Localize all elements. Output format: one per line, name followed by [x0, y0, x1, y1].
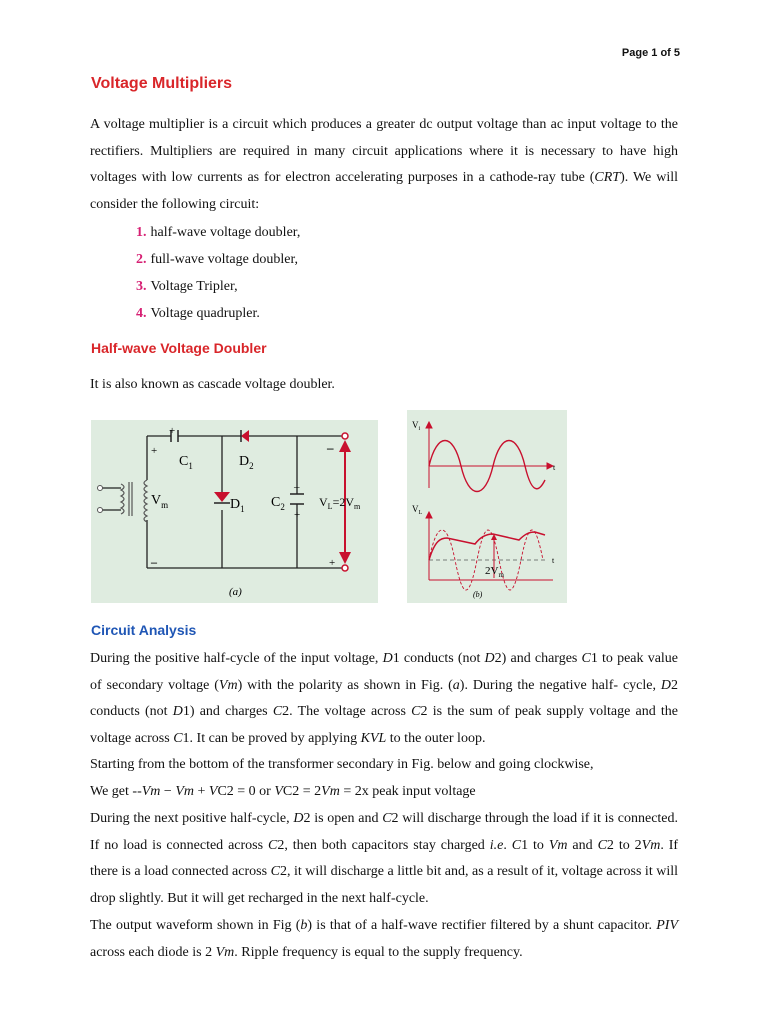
- vi-label: $V_i$: [412, 420, 421, 432]
- page-title: Voltage Multipliers: [91, 75, 233, 92]
- analysis-paragraph-1: During the positive half-cycle of the input voltage, D1 conducts (not D2) and charges C1 to peak value of secondary voltage (Vm) with the polarity as shown in Fig. (a). During the negative half- cycle, D2 conducts (not D1) and charges C2. The voltage across C2 is the sum of peak supply voltage and the voltage across C1. It can be proved by applying KVL to the outer loop.: [90, 651, 679, 747]
- peak-label: $2V_m$: [485, 565, 504, 579]
- plus-right-label: +: [329, 557, 336, 569]
- diode-d1-icon: [214, 492, 230, 503]
- capacitor-c2-icon: [290, 494, 304, 504]
- section-intro-text: It is also known as cascade voltage doubler.: [90, 377, 335, 392]
- list-item: 4. Voltage quadrupler.: [136, 306, 260, 321]
- plus-left-label: +: [151, 445, 158, 457]
- list-item: 3. Voltage Tripler,: [136, 279, 238, 294]
- c2-plus-label: +: [294, 509, 301, 521]
- waveform-figure: [407, 410, 567, 603]
- circuit-diagram: [91, 420, 378, 603]
- list-item: 2. full-wave voltage doubler,: [136, 252, 299, 267]
- transformer-icon: [121, 480, 147, 522]
- multiplier-list: [136, 219, 300, 327]
- analysis-equation: We get --Vm − Vm + VC2 = 0 or VC2 = 2Vm = 2x peak input voltage: [90, 784, 476, 799]
- c1-label: $C_1$: [179, 454, 193, 471]
- c2-minus-label: –: [294, 481, 300, 493]
- t2-label: t: [552, 556, 555, 565]
- minus-right-label: –: [327, 440, 334, 455]
- c1-plus-label: +: [169, 425, 176, 437]
- figure-a-caption: (a): [229, 586, 242, 598]
- d1-label: $D_1$: [230, 497, 245, 514]
- diode-d2-icon: [241, 430, 249, 442]
- circuit-figure: [91, 420, 378, 603]
- page-number: Page 1 of 5: [621, 47, 680, 59]
- waveform-diagram: [407, 410, 567, 603]
- t1-label: t: [553, 463, 556, 472]
- intro-paragraph: A voltage multiplier is a circuit which produces a greater dc output voltage than ac input voltage to the rectifiers. Multipliers are required in many circuit applications where it is necessary to have high voltages with low currents as for electron accelerating purposes in a cathode-ray tube (CRT). We will consider the following circuit:: [90, 117, 679, 213]
- analysis-paragraph-4: During the next positive half-cycle, D2 is open and C2 will discharge through the load if it is connected. If no load is connected across C2, then both capacitors stay charged i.e. C1 to Vm and C2 to 2Vm. If there is a load connected across C2, it will discharge a little bit and, as a result of it, voltage across it will drop slightly. But it will get recharged in the next half-cycle.: [90, 811, 679, 907]
- analysis-paragraph-2: Starting from the bottom of the transformer secondary in Fig. below and going clockwise,: [90, 757, 594, 772]
- minus-left-label: –: [151, 555, 157, 569]
- d2-label: $D_2$: [239, 454, 254, 471]
- analysis-paragraph-5: The output waveform shown in Fig (b) is that of a half-wave rectifier filtered by a shunt capacitor. PIV across each diode is 2 Vm. Ripple frequency is equal to the supply frequency.: [90, 918, 678, 960]
- section-heading-circuit-analysis: Circuit Analysis: [91, 622, 197, 638]
- output-ripple-wave: [429, 532, 545, 560]
- vl-eq-label: $V_L=2V_m$: [319, 495, 361, 511]
- c2-label: $C_2$: [271, 495, 285, 512]
- list-item: 1. half-wave voltage doubler,: [136, 225, 301, 240]
- vl-label: $V_L$: [412, 504, 423, 516]
- figure-b-caption: (b): [473, 590, 483, 599]
- section-heading-half-wave: Half-wave Voltage Doubler: [91, 340, 267, 356]
- vm-label: $V_m$: [151, 493, 169, 510]
